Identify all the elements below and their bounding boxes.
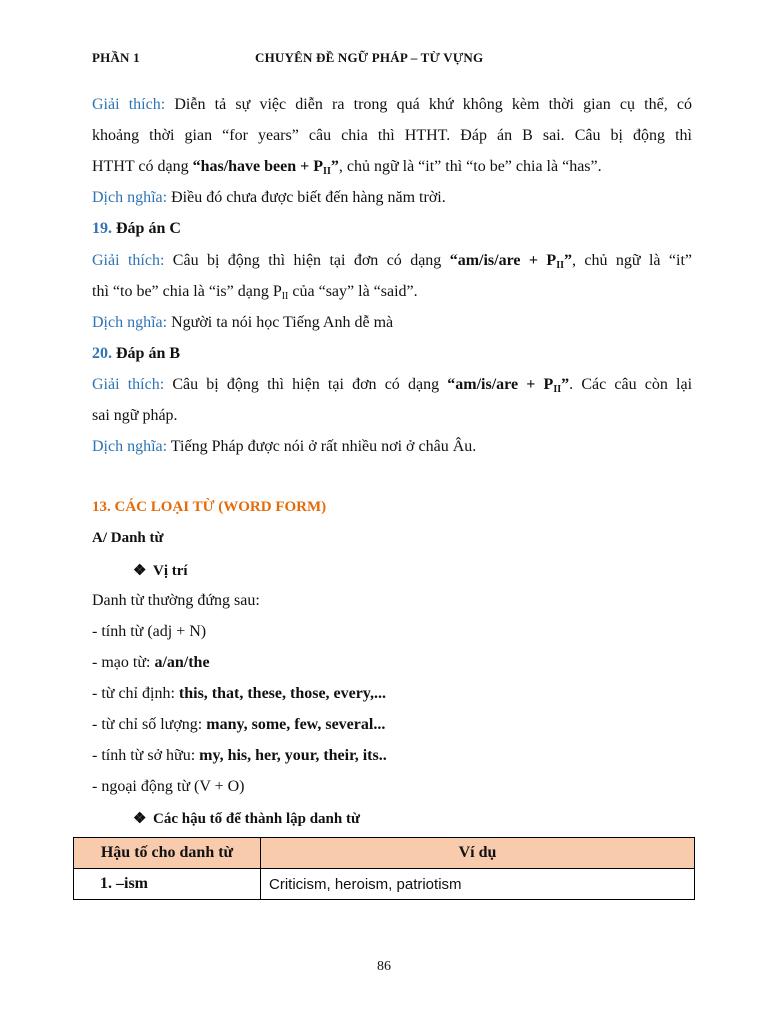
- formula-sub: II: [281, 291, 289, 302]
- formula-close: ”: [561, 376, 570, 393]
- q20-translation: [92, 438, 692, 456]
- formula-sub: II: [556, 260, 564, 271]
- table-cell-example: Criticism, heroism, patriotism: [261, 869, 695, 900]
- explain-text: . Các câu còn lại: [569, 376, 693, 393]
- explain-label: Giải thích:: [92, 252, 165, 269]
- q18-translation: [92, 189, 692, 207]
- formula-text: “am/is/are + P: [449, 252, 557, 269]
- translate-label: Dịch nghĩa:: [92, 314, 168, 331]
- explain-text: Câu bị động thì hiện tại đơn có dạng: [164, 376, 448, 393]
- position-heading-text: Vị trí: [153, 563, 188, 579]
- explain-text: thì “to be” chia là “is” dạng P: [92, 283, 282, 300]
- suffix-heading-text: Các hậu tố để thành lập danh từ: [153, 811, 360, 827]
- suffix-heading: [133, 809, 733, 828]
- formula: [447, 376, 569, 393]
- table-header-row: [74, 838, 695, 869]
- list-item-text: - ngoại động từ (V + O): [92, 778, 245, 795]
- diamond-bullet-icon: ❖: [133, 563, 147, 579]
- translate-text: Người ta nói học Tiếng Anh dễ mà: [167, 314, 394, 331]
- list-item-bold: a/an/the: [154, 654, 210, 671]
- q19-explain-line-2: [92, 283, 692, 301]
- header-part: PHẦN 1: [92, 50, 140, 65]
- q18-explain-line-3: [92, 158, 692, 176]
- list-item-text: - tính từ sở hữu:: [92, 747, 200, 764]
- list-item-bold: my, his, her, your, their, its..: [199, 747, 387, 764]
- suffix-table: [73, 837, 695, 900]
- q20-explain-line-1: [92, 376, 692, 394]
- explain-text: HTHT có dạng: [92, 158, 193, 175]
- q18-explain-line-1: [92, 96, 692, 114]
- list-item: [92, 747, 692, 765]
- list-item: [92, 685, 692, 703]
- formula-close: ”: [330, 158, 339, 175]
- list-item-text: - tính từ (adj + N): [92, 623, 207, 640]
- subsection-a-heading: A/ Danh từ: [92, 530, 164, 546]
- explain-text: của “say” là “said”.: [288, 283, 418, 300]
- position-heading: [133, 561, 733, 580]
- intro-text: Danh từ thường đứng sau:: [92, 592, 260, 609]
- list-item-bold: many, some, few, several...: [206, 716, 386, 733]
- q20-explain-line-2: sai ngữ pháp.: [92, 407, 178, 424]
- q19-explain-line-1: [92, 252, 692, 270]
- explain-text: , chủ ngữ là “it”: [572, 252, 693, 269]
- list-item: [92, 778, 692, 796]
- translate-text: Tiếng Pháp được nói ở rất nhiều nơi ở châu Âu.: [167, 438, 477, 455]
- table-header-example: Ví dụ: [261, 838, 695, 869]
- translate-text: Điều đó chưa được biết đến hàng năm trời.: [167, 189, 446, 206]
- explain-label: Giải thích:: [92, 96, 166, 113]
- translate-label: Dịch nghĩa:: [92, 438, 168, 455]
- explain-text: , chủ ngữ là “it” thì “to be” chia là “has”.: [338, 158, 602, 175]
- header-title: CHUYÊN ĐỀ NGỮ PHÁP – TỪ VỰNG: [255, 50, 484, 65]
- question-number: 19.: [92, 220, 112, 237]
- answer-text: Đáp án B: [112, 345, 181, 362]
- formula-text: “has/have been + P: [192, 158, 324, 175]
- question-number: 20.: [92, 345, 112, 362]
- explain-text: Câu bị động thì hiện tại đơn có dạng: [164, 252, 450, 269]
- table-header-suffix: Hậu tố cho danh từ: [74, 838, 261, 869]
- formula-text: “am/is/are + P: [447, 376, 554, 393]
- list-item-text: - từ chỉ định:: [92, 685, 179, 702]
- q20-answer: [92, 345, 692, 363]
- formula-close: ”: [564, 252, 572, 269]
- page-header: [92, 50, 484, 66]
- formula: [193, 158, 339, 175]
- formula: [450, 252, 572, 269]
- list-item: [92, 623, 692, 641]
- list-item: [92, 716, 692, 734]
- q19-translation: [92, 314, 692, 332]
- answer-text: Đáp án C: [112, 220, 181, 237]
- translate-label: Dịch nghĩa:: [92, 189, 168, 206]
- formula-sub: II: [323, 166, 331, 177]
- table-row: [74, 869, 695, 900]
- diamond-bullet-icon: ❖: [133, 811, 147, 827]
- explain-text: Diễn tả sự việc diễn ra trong quá khứ không kèm thời gian cụ thể, có: [165, 96, 692, 113]
- q18-explain-line-2: khoảng thời gian “for years” câu chia thì HTHT. Đáp án B sai. Câu bị động thì: [92, 127, 692, 144]
- list-item: [92, 654, 692, 672]
- section-title: 13. CÁC LOẠI TỪ (WORD FORM): [92, 499, 327, 515]
- list-item-text: - mạo từ:: [92, 654, 155, 671]
- list-item-bold: this, that, these, those, every,...: [178, 685, 386, 702]
- table-cell-suffix: 1. –ism: [74, 869, 261, 900]
- page-number: 86: [377, 959, 391, 974]
- list-item-text: - từ chỉ số lượng:: [92, 716, 207, 733]
- q19-answer: [92, 220, 692, 238]
- formula-sub: II: [553, 384, 562, 395]
- explain-label: Giải thích:: [92, 376, 165, 393]
